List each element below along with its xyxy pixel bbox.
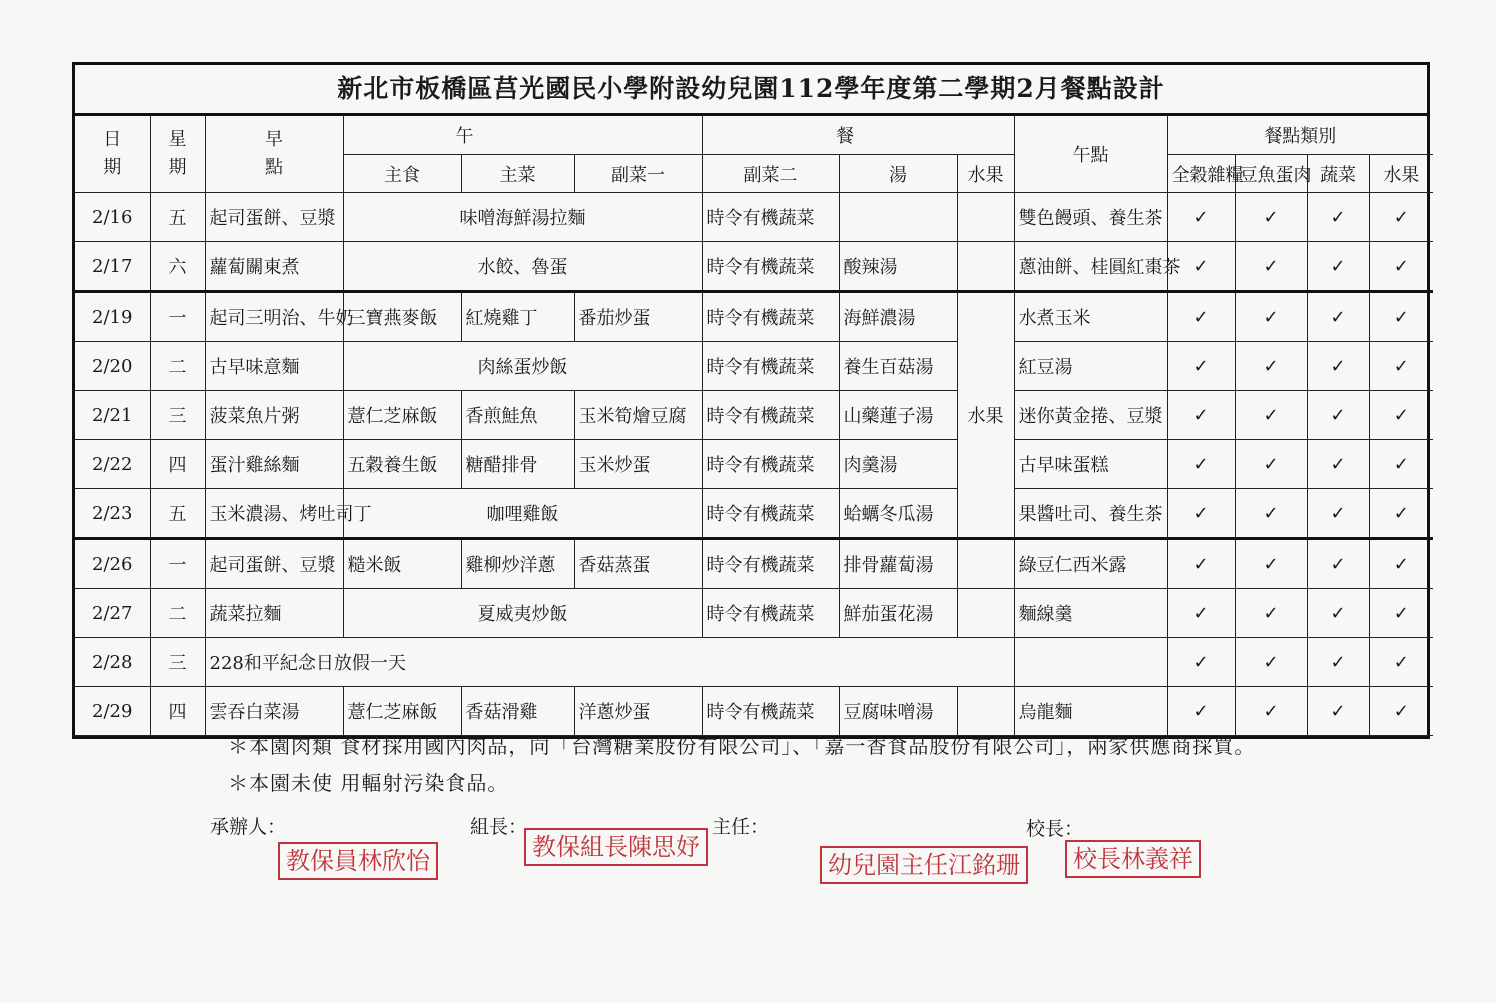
menu-table xyxy=(75,116,1433,736)
check-mark: ✓ xyxy=(1307,292,1369,342)
main-cell: 紅燒雞丁 xyxy=(461,292,574,342)
check-mark: ✓ xyxy=(1369,292,1433,342)
snack-cell: 紅豆湯 xyxy=(1014,342,1167,391)
table-row xyxy=(75,589,1433,638)
staple-cell: 夏威夷炒飯 xyxy=(343,589,702,638)
date-cell: 2/23 xyxy=(75,489,150,539)
date-cell: 2/28 xyxy=(75,638,150,687)
check-mark: ✓ xyxy=(1369,193,1433,242)
date-cell: 2/29 xyxy=(75,687,150,736)
snack-cell: 綠豆仁西米露 xyxy=(1014,539,1167,589)
director-label: 主任： xyxy=(712,816,770,838)
snack-cell: 蔥油餅、桂圓紅棗茶 xyxy=(1014,242,1167,292)
breakfast-cell: 菠菜魚片粥 xyxy=(205,391,343,440)
fruit-cell xyxy=(957,193,1014,242)
header-date xyxy=(75,116,150,193)
check-mark: ✓ xyxy=(1235,391,1307,440)
table-row xyxy=(75,292,1433,342)
check-mark: ✓ xyxy=(1235,292,1307,342)
staple-cell: 味噌海鮮湯拉麵 xyxy=(343,193,702,242)
check-mark: ✓ xyxy=(1307,539,1369,589)
breakfast-cell: 起司蛋餅、豆漿 xyxy=(205,193,343,242)
menu-sheet xyxy=(72,62,1430,739)
header-date-text: 日 期 xyxy=(103,129,122,178)
check-mark: ✓ xyxy=(1235,539,1307,589)
snack-cell: 果醬吐司、養生茶 xyxy=(1014,489,1167,539)
header-cat-fruit: 水果 xyxy=(1369,155,1433,193)
snack-cell: 古早味蛋糕 xyxy=(1014,440,1167,489)
weekday-cell: 五 xyxy=(150,193,205,242)
check-mark: ✓ xyxy=(1307,638,1369,687)
side1-cell: 番茄炒蛋 xyxy=(574,292,702,342)
date-cell: 2/16 xyxy=(75,193,150,242)
header-weekday xyxy=(150,116,205,193)
header-lunch-left: 午 xyxy=(343,116,702,155)
table-row xyxy=(75,342,1433,391)
side1-cell: 玉米炒蛋 xyxy=(574,440,702,489)
check-mark: ✓ xyxy=(1235,193,1307,242)
check-mark: ✓ xyxy=(1167,342,1235,391)
header-weekday-text: 星 期 xyxy=(168,129,187,178)
check-mark: ✓ xyxy=(1167,292,1235,342)
table-row xyxy=(75,193,1433,242)
footnote-radiation: ＊本園未使 用輻射污染食品。 xyxy=(228,771,509,795)
date-cell: 2/22 xyxy=(75,440,150,489)
check-mark: ✓ xyxy=(1369,539,1433,589)
date-cell: 2/17 xyxy=(75,242,150,292)
header-snack: 午點 xyxy=(1014,116,1167,193)
side2-cell: 時令有機蔬菜 xyxy=(702,292,839,342)
check-mark: ✓ xyxy=(1369,489,1433,539)
handler-label: 承辦人： xyxy=(210,816,287,838)
holiday-cell: 228和平紀念日放假一天 xyxy=(205,638,1014,687)
check-mark: ✓ xyxy=(1167,489,1235,539)
side2-cell: 時令有機蔬菜 xyxy=(702,539,839,589)
date-cell: 2/27 xyxy=(75,589,150,638)
principal-stamp: 校長林義祥 xyxy=(1065,840,1201,878)
soup-cell: 肉羹湯 xyxy=(839,440,957,489)
check-mark: ✓ xyxy=(1235,489,1307,539)
table-row xyxy=(75,440,1433,489)
side2-cell: 時令有機蔬菜 xyxy=(702,687,839,736)
check-mark: ✓ xyxy=(1307,489,1369,539)
weekday-cell: 五 xyxy=(150,489,205,539)
check-mark: ✓ xyxy=(1369,342,1433,391)
soup-cell: 鮮茄蛋花湯 xyxy=(839,589,957,638)
check-mark: ✓ xyxy=(1167,391,1235,440)
side1-cell: 香菇蒸蛋 xyxy=(574,539,702,589)
main-cell: 香菇滑雞 xyxy=(461,687,574,736)
header-cat-grain: 全穀雜糧 xyxy=(1167,155,1235,193)
director-stamp: 幼兒園主任江銘珊 xyxy=(820,846,1028,884)
soup-cell: 豆腐味噌湯 xyxy=(839,687,957,736)
check-mark: ✓ xyxy=(1307,687,1369,736)
check-mark: ✓ xyxy=(1167,440,1235,489)
check-mark: ✓ xyxy=(1235,589,1307,638)
soup-cell xyxy=(839,193,957,242)
breakfast-cell: 古早味意麵 xyxy=(205,342,343,391)
breakfast-cell: 蘿蔔關東煮 xyxy=(205,242,343,292)
fruit-cell xyxy=(957,539,1014,589)
soup-cell: 養生百菇湯 xyxy=(839,342,957,391)
staple-cell: 三寶燕麥飯 xyxy=(343,292,461,342)
date-cell: 2/20 xyxy=(75,342,150,391)
weekday-cell: 三 xyxy=(150,638,205,687)
check-mark: ✓ xyxy=(1167,539,1235,589)
check-mark: ✓ xyxy=(1307,391,1369,440)
weekday-cell: 四 xyxy=(150,687,205,736)
breakfast-cell: 蛋汁雞絲麵 xyxy=(205,440,343,489)
header-categories: 餐點類別 xyxy=(1167,116,1433,155)
header-side1: 副菜一 xyxy=(574,155,702,193)
check-mark: ✓ xyxy=(1167,687,1235,736)
side2-cell: 時令有機蔬菜 xyxy=(702,391,839,440)
snack-cell: 迷你黃金捲、豆漿 xyxy=(1014,391,1167,440)
main-cell: 香煎鮭魚 xyxy=(461,391,574,440)
date-cell: 2/26 xyxy=(75,539,150,589)
breakfast-cell: 起司三明治、牛奶 xyxy=(205,292,343,342)
breakfast-cell: 雲吞白菜湯 xyxy=(205,687,343,736)
snack-cell: 麵線羹 xyxy=(1014,589,1167,638)
check-mark: ✓ xyxy=(1307,193,1369,242)
header-breakfast-text: 早 點 xyxy=(265,129,283,178)
main-cell: 糖醋排骨 xyxy=(461,440,574,489)
check-mark: ✓ xyxy=(1369,391,1433,440)
header-cat-protein: 豆魚蛋肉 xyxy=(1235,155,1307,193)
check-mark: ✓ xyxy=(1235,638,1307,687)
check-mark: ✓ xyxy=(1369,440,1433,489)
leader-label: 組長： xyxy=(470,816,528,838)
check-mark: ✓ xyxy=(1167,242,1235,292)
header-cat-veg: 蔬菜 xyxy=(1307,155,1369,193)
weekday-cell: 一 xyxy=(150,539,205,589)
header-row-1 xyxy=(75,116,1433,155)
snack-cell: 烏龍麵 xyxy=(1014,687,1167,736)
snack-cell xyxy=(1014,638,1167,687)
fruit-merged-cell: 水果 xyxy=(957,292,1014,539)
soup-cell: 酸辣湯 xyxy=(839,242,957,292)
side2-cell: 時令有機蔬菜 xyxy=(702,440,839,489)
table-row xyxy=(75,242,1433,292)
staple-cell: 薏仁芝麻飯 xyxy=(343,391,461,440)
weekday-cell: 四 xyxy=(150,440,205,489)
fruit-cell xyxy=(957,589,1014,638)
fruit-cell xyxy=(957,242,1014,292)
side2-cell: 時令有機蔬菜 xyxy=(702,193,839,242)
weekday-cell: 六 xyxy=(150,242,205,292)
check-mark: ✓ xyxy=(1235,342,1307,391)
handler-stamp: 教保員林欣怡 xyxy=(278,842,438,880)
main-cell: 雞柳炒洋蔥 xyxy=(461,539,574,589)
side1-cell: 玉米筍燴豆腐 xyxy=(574,391,702,440)
table-row xyxy=(75,489,1433,539)
leader-stamp: 教保組長陳思妤 xyxy=(524,828,708,866)
check-mark: ✓ xyxy=(1235,440,1307,489)
header-staple: 主食 xyxy=(343,155,461,193)
side2-cell: 時令有機蔬菜 xyxy=(702,242,839,292)
check-mark: ✓ xyxy=(1369,687,1433,736)
check-mark: ✓ xyxy=(1235,687,1307,736)
check-mark: ✓ xyxy=(1167,638,1235,687)
header-lunch-right: 餐 xyxy=(702,116,1014,155)
footnotes xyxy=(228,728,1255,802)
weekday-cell: 二 xyxy=(150,589,205,638)
staple-cell: 五穀養生飯 xyxy=(343,440,461,489)
footnote-meat-source: ＊本園肉類 食材採用國內肉品，向「台灣糖業股份有限公司」、「嘉一香食品股份有限公司」，兩家供應商採買。 xyxy=(228,734,1256,758)
header-main-dish: 主菜 xyxy=(461,155,574,193)
side1-cell: 洋蔥炒蛋 xyxy=(574,687,702,736)
check-mark: ✓ xyxy=(1167,589,1235,638)
weekday-cell: 二 xyxy=(150,342,205,391)
staple-cell: 水餃、魯蛋 xyxy=(343,242,702,292)
breakfast-cell: 蔬菜拉麵 xyxy=(205,589,343,638)
staple-cell: 肉絲蛋炒飯 xyxy=(343,342,702,391)
breakfast-cell: 玉米濃湯、烤吐司丁 xyxy=(205,489,343,539)
soup-cell: 排骨蘿蔔湯 xyxy=(839,539,957,589)
side2-cell: 時令有機蔬菜 xyxy=(702,589,839,638)
snack-cell: 水煮玉米 xyxy=(1014,292,1167,342)
check-mark: ✓ xyxy=(1307,342,1369,391)
breakfast-cell: 起司蛋餅、豆漿 xyxy=(205,539,343,589)
check-mark: ✓ xyxy=(1167,193,1235,242)
header-breakfast xyxy=(205,116,343,193)
staple-cell: 咖哩雞飯 xyxy=(343,489,702,539)
date-cell: 2/21 xyxy=(75,391,150,440)
header-side2: 副菜二 xyxy=(702,155,839,193)
page-title: 新北市板橋區莒光國民小學附設幼兒園112學年度第二學期2月餐點設計 xyxy=(75,65,1427,116)
check-mark: ✓ xyxy=(1307,242,1369,292)
date-cell: 2/19 xyxy=(75,292,150,342)
weekday-cell: 一 xyxy=(150,292,205,342)
snack-cell: 雙色饅頭、養生茶 xyxy=(1014,193,1167,242)
check-mark: ✓ xyxy=(1307,440,1369,489)
header-fruit: 水果 xyxy=(957,155,1014,193)
soup-cell: 山藥蓮子湯 xyxy=(839,391,957,440)
weekday-cell: 三 xyxy=(150,391,205,440)
table-row xyxy=(75,539,1433,589)
check-mark: ✓ xyxy=(1235,242,1307,292)
soup-cell: 蛤蠣冬瓜湯 xyxy=(839,489,957,539)
check-mark: ✓ xyxy=(1369,242,1433,292)
check-mark: ✓ xyxy=(1369,638,1433,687)
staple-cell: 糙米飯 xyxy=(343,539,461,589)
side2-cell: 時令有機蔬菜 xyxy=(702,489,839,539)
staple-cell: 薏仁芝麻飯 xyxy=(343,687,461,736)
side2-cell: 時令有機蔬菜 xyxy=(702,342,839,391)
check-mark: ✓ xyxy=(1307,589,1369,638)
soup-cell: 海鮮濃湯 xyxy=(839,292,957,342)
header-soup: 湯 xyxy=(839,155,957,193)
principal-label: 校長： xyxy=(1026,818,1084,840)
table-row xyxy=(75,391,1433,440)
table-row xyxy=(75,638,1433,687)
check-mark: ✓ xyxy=(1369,589,1433,638)
